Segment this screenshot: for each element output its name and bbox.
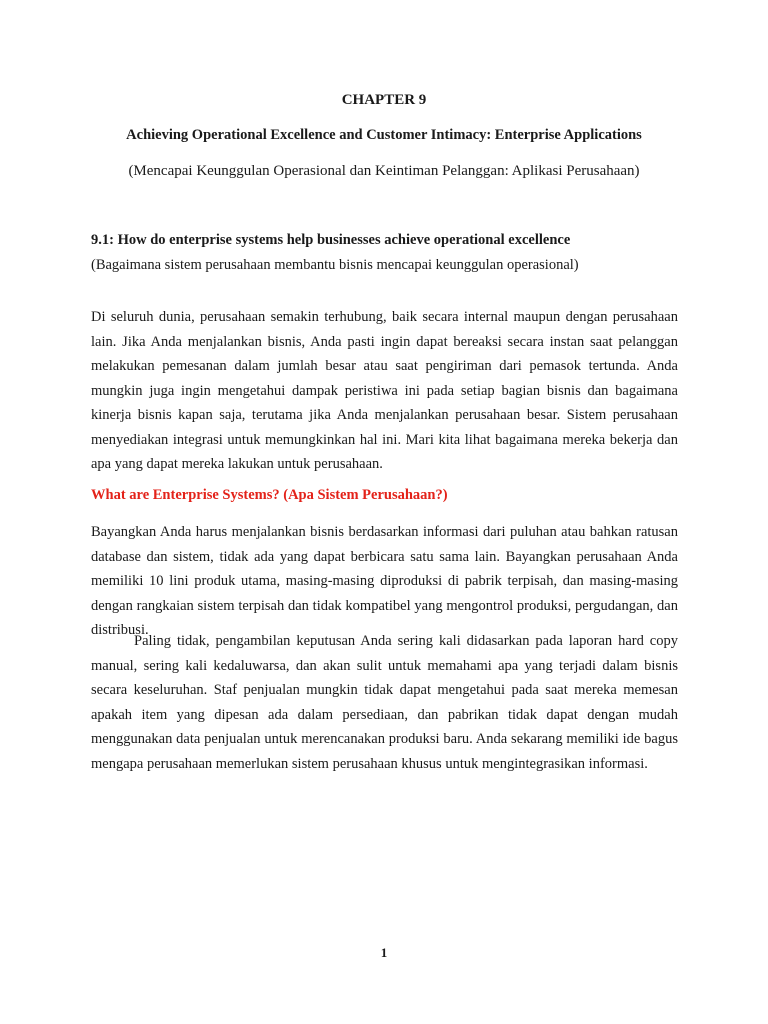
chapter-label: CHAPTER 9 bbox=[341, 92, 427, 108]
paragraph-2: Bayangkan Anda harus menjalankan bisnis berdasarkan informasi dari puluhan atau bahkan ratusan database dan sistem, tidak ada yang dapat berbicara satu sama lain. Bayangkan perusahaan Anda memiliki 10 lini produk utama, masing-masing diproduksi di pabrik terpisah, dan masing-masing dengan rangkaian sistem terpisah dan tidak kompatibel yang mengontrol produksi, pergudangan, dan distribusi. bbox=[91, 524, 678, 638]
section-heading: 9.1: How do enterprise systems help businesses achieve operational excellence bbox=[91, 232, 571, 248]
section-translation: (Bagaimana sistem perusahaan membantu bisnis mencapai keunggulan operasional) bbox=[91, 257, 579, 273]
paragraph-3: Paling tidak, pengambilan keputusan Anda sering kali didasarkan pada laporan hard copy manual, sering kali kedaluwarsa, dan akan sulit untuk memahami apa yang terjadi dalam bisnis secara keseluruhan. Staf penjualan mungkin tidak dapat mengetahui pada saat mereka memesan apakah item yang dipesan ada dalam persediaan, dan pabrikan tidak dapat dengan mudah menggunakan data penjualan untuk merencanakan produksi baru. Anda sekarang memiliki ide bagus mengapa perusahaan memerlukan sistem perusahaan khusus untuk mengintegrasikan informasi. bbox=[91, 633, 678, 772]
page-number: 1 bbox=[380, 945, 388, 960]
paragraph-1: Di seluruh dunia, perusahaan semakin terhubung, baik secara internal maupun dengan perusahaan lain. Jika Anda menjalankan bisnis, Anda pasti ingin dapat bereaksi secara instan saat pelanggan melakukan pemesanan dalam jumlah besar atau saat pengiriman dari pemasok tertunda. Anda mungkin juga ingin mengetahui dampak peristiwa ini pada setiap bagian bisnis dan bagaimana kinerja bisnis kapan saja, terutama jika Anda menjalankan perusahaan besar. Sistem perusahaan menyediakan integrasi untuk memungkinkan hal ini. Mari kita lihat bagaimana mereka bekerja dan apa yang dapat mereka lakukan untuk perusahaan. bbox=[91, 309, 678, 472]
chapter-title: Achieving Operational Excellence and Customer Intimacy: Enterprise Applications bbox=[126, 127, 642, 143]
chapter-subtitle: (Mencapai Keunggulan Operasional dan Keintiman Pelanggan: Aplikasi Perusahaan) bbox=[128, 163, 640, 179]
enterprise-systems-heading: What are Enterprise Systems? (Apa Sistem Perusahaan?) bbox=[91, 487, 448, 503]
